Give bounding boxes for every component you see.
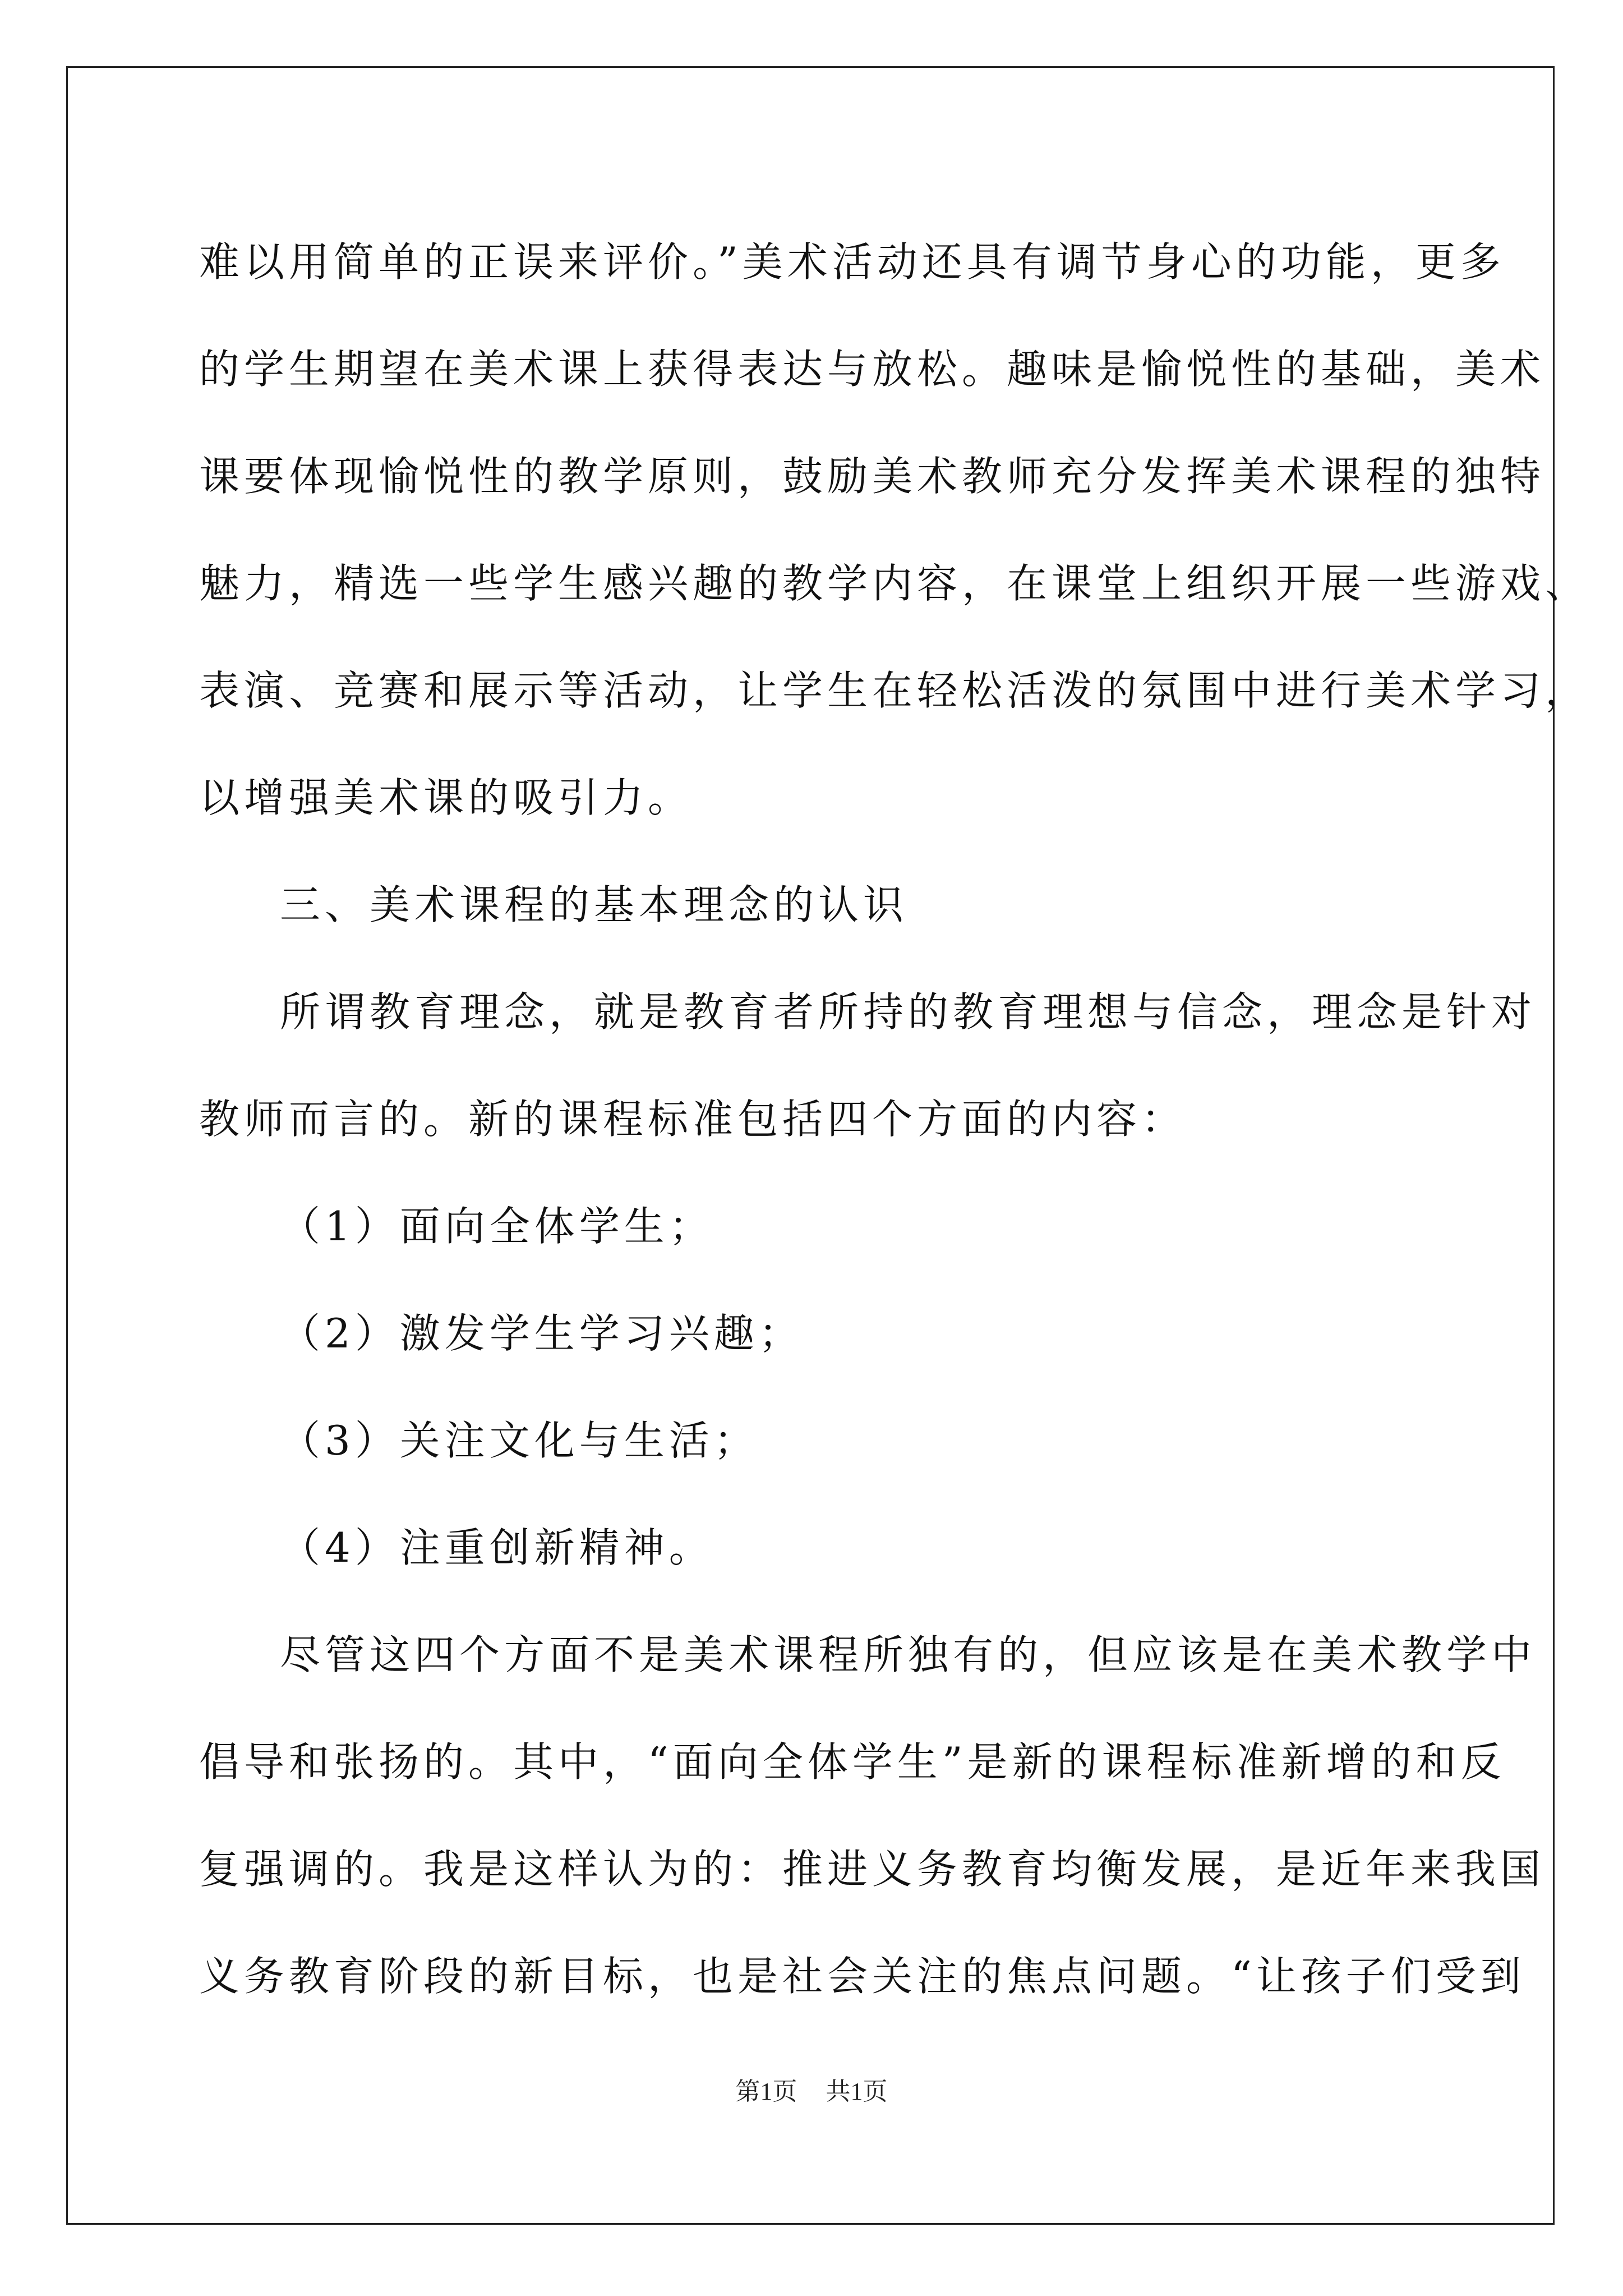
list-item: （4）注重创新精神。 — [280, 1524, 714, 1571]
text-line: 所谓教育理念，就是教育者所持的教育理想与信念，理念是针对 — [280, 988, 1537, 1036]
text-line: 难以用简单的正误来评价。”美术活动还具有调节身心的功能，更多 — [199, 238, 1505, 286]
text-line: 倡导和张扬的。其中，“面向全体学生”是新的课程标准新增的和反 — [199, 1738, 1506, 1786]
text-line: 尽管这四个方面不是美术课程所独有的，但应该是在美术教学中 — [280, 1631, 1537, 1678]
list-item: （2）激发学生学习兴趣； — [280, 1310, 804, 1357]
text-line: 课要体现愉悦性的教学原则，鼓励美术教师充分发挥美术课程的独特 — [199, 453, 1546, 500]
list-item: （3）关注文化与生活； — [280, 1417, 759, 1464]
text-line: 教师而言的。新的课程标准包括四个方面的内容： — [199, 1096, 1187, 1143]
text-line: 的学生期望在美术课上获得表达与放松。趣味是愉悦性的基础，美术 — [199, 346, 1546, 393]
text-line: 以增强美术课的吸引力。 — [199, 774, 693, 821]
text-line: 表演、竞赛和展示等活动，让学生在轻松活泼的氛围中进行美术学习， — [199, 667, 1590, 714]
section-heading: 三、美术课程的基本理念的认识 — [280, 881, 909, 928]
page-footer — [0, 2071, 1623, 2107]
page-number-current: 第1页 — [735, 2078, 797, 2105]
list-item: （1）面向全体学生； — [280, 1203, 714, 1250]
text-line: 魅力，精选一些学生感兴趣的教学内容，在课堂上组织开展一些游戏、 — [199, 560, 1590, 607]
text-line: 义务教育阶段的新目标，也是社会关注的焦点问题。“让孩子们受到 — [199, 1953, 1525, 2000]
document-body — [199, 209, 1590, 2030]
page-number-total: 共1页 — [826, 2078, 888, 2105]
text-line: 复强调的。我是这样认为的：推进义务教育均衡发展，是近年来我国 — [199, 1846, 1546, 1893]
